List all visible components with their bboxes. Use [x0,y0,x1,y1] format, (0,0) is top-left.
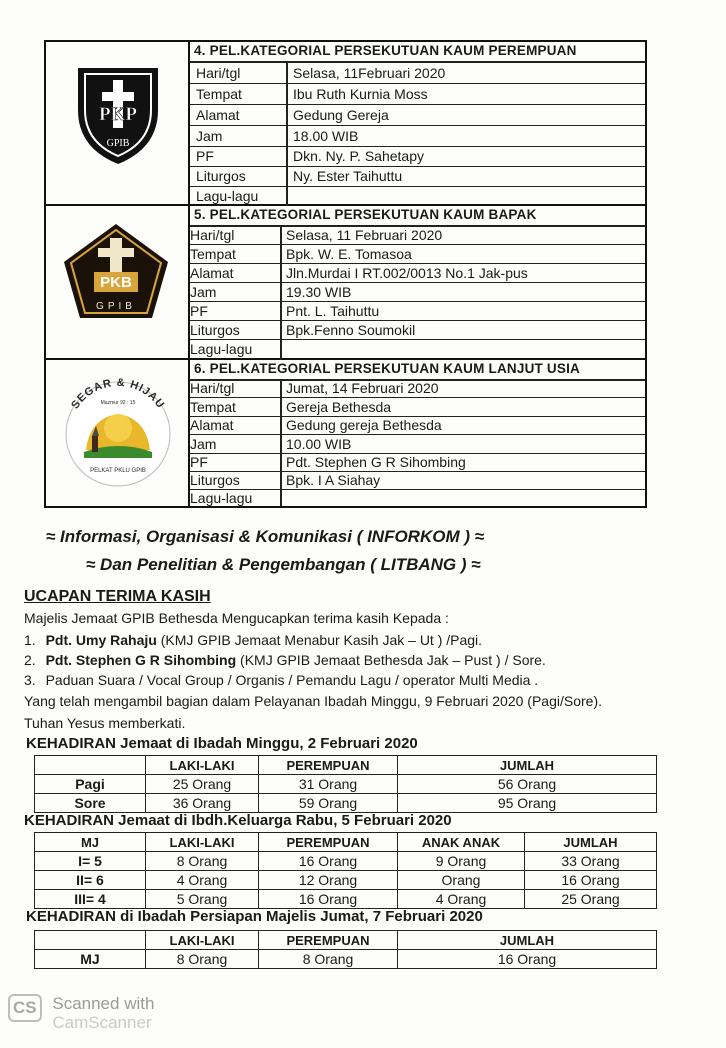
table-row [35,871,657,890]
header-cell [35,756,146,775]
row-label: Liturgos [190,322,240,338]
logo-cell-pkp [46,42,190,204]
header-cell: LAKI-LAKI [146,756,259,775]
table-cell: 25 Orang [525,890,657,909]
header-cell: MJ [35,833,146,852]
row-label-cell: MJ [35,950,146,969]
table-cell: 56 Orang [398,775,657,794]
row-label: Hari/tgl [190,227,235,243]
thanks-blessing: Tuhan Yesus memberkati. [24,715,186,731]
table-header-row [35,833,657,852]
item-detail: Paduan Suara / Vocal Group / Organis / Pemandu Lagu / operator Multi Media . [45,672,539,688]
item-detail: (KMJ GPIB Jemaat Menabur Kasih Jak – Ut ) /Pagi. [156,632,483,648]
table-cell: 4 Orang [398,890,525,909]
row-label: Tempat [196,86,242,102]
watermark-line1: Scanned with [52,994,155,1013]
table-cell: Orang [398,871,525,890]
table-cell: 8 Orang [146,852,259,871]
section-pkp [46,42,645,206]
attendance-title: KEHADIRAN di Ibadah Persiapan Majelis Jumat, 7 Februari 2020 [26,908,483,925]
row-label: Jam [190,436,217,452]
section-pklu [46,360,645,506]
attendance-table-sunday [34,755,657,813]
thanks-item [24,652,546,668]
row-label-cell: II= 6 [35,871,146,890]
table-cell: 25 Orang [146,775,259,794]
item-number: 3. [24,672,36,688]
item-name: Pdt. Umy Rahaju [45,632,157,648]
table-row [35,950,657,969]
row-label: Jam [196,128,223,144]
row-label: Lagu-lagu [190,341,253,357]
svg-text:GPIB: GPIB [96,301,136,312]
row-label: Alamat [190,417,234,433]
row-value: Bpk. I A Siahay [286,472,381,488]
row-label: PF [190,303,208,319]
attendance-table-wednesday [34,832,657,909]
thanks-closing: Yang telah mengambil bagian dalam Pelayanan Ibadah Minggu, 9 Februari 2020 (Pagi/Sore). [24,693,602,709]
row-value: 19.30 WIB [286,284,352,300]
header-cell: LAKI-LAKI [146,931,259,950]
table-cell: 36 Orang [146,794,259,813]
thanks-item [24,632,482,648]
header-cell: LAKI-LAKI [146,833,259,852]
header-cell: JUMLAH [398,756,657,775]
logo-cell-pkb [46,206,190,358]
row-value: Selasa, 11 Februari 2020 [286,227,443,243]
item-number: 1. [24,632,36,648]
pkb-gpib-logo-icon [60,220,172,322]
row-value: Bpk.Fenno Soumokil [286,322,416,338]
table-row [35,775,657,794]
table-cell: 8 Orang [259,950,398,969]
pklu-segar-hijau-logo-icon [56,372,180,492]
table-cell: 16 Orang [525,871,657,890]
camscanner-watermark [8,994,154,1033]
svg-text:PKB: PKB [100,274,132,291]
logo-cell-pklu [46,360,190,506]
row-value: Pdt. Stephen G R Sihombing [286,454,466,470]
table-row [35,890,657,909]
table-cell: 16 Orang [398,950,657,969]
header-cell [35,931,146,950]
section-title: 5. PEL.KATEGORIAL PERSEKUTUAN KAUM BAPAK [194,207,537,222]
table-cell: 33 Orang [525,852,657,871]
table-cell: 16 Orang [259,890,398,909]
header-cell: PEREMPUAN [259,756,398,775]
litbang-heading: ≈ Dan Penelitian & Pengembangan ( LITBANG ) ≈ [86,555,481,574]
item-number: 2. [24,652,36,668]
row-label: Liturgos [190,472,240,488]
row-value: Gedung gereja Bethesda [286,417,442,433]
table-row [35,852,657,871]
table-cell: 8 Orang [146,950,259,969]
svg-text:GPIB: GPIB [106,138,130,149]
row-value: Bpk. W. E. Tomasoa [286,246,412,262]
pkp-gpib-logo-icon [68,60,168,170]
thanks-item [24,672,538,688]
row-label: Lagu-lagu [196,188,259,204]
row-value: 18.00 WIB [293,128,359,144]
row-label-cell: I= 5 [35,852,146,871]
table-cell: 59 Orang [259,794,398,813]
row-value: Pnt. L. Taihuttu [286,303,380,319]
section-title: 6. PEL.KATEGORIAL PERSEKUTUAN KAUM LANJUT USIA [194,361,580,376]
row-value: 10.00 WIB [286,436,352,452]
item-name: Pdt. Stephen G R Sihombing [45,652,237,668]
attendance-title: KEHADIRAN Jemaat di Ibdh.Keluarga Rabu, 5 Februari 2020 [24,812,452,829]
item-detail: (KMJ GPIB Jemaat Bethesda Jak – Pust ) / Sore. [236,652,546,668]
table-row [35,794,657,813]
watermark-line2: CamScanner [52,1013,152,1032]
header-cell: PEREMPUAN [259,931,398,950]
attendance-table-friday [34,930,657,969]
pelkat-schedule-box [44,40,647,508]
row-label: PF [190,454,208,470]
row-value: Jumat, 14 Februari 2020 [286,380,439,396]
row-label-cell: Pagi [35,775,146,794]
svg-text:PKP: PKP [99,104,137,125]
row-label: PF [196,148,214,164]
table-cell: 9 Orang [398,852,525,871]
section-pkb [46,206,645,360]
row-value: Ny. Ester Taihuttu [293,168,403,184]
svg-text:SEGAR & HIJAU: SEGAR & HIJAU [69,376,167,412]
camscanner-badge-icon: CS [8,994,42,1022]
row-label: Tempat [190,399,236,415]
table-cell: 95 Orang [398,794,657,813]
thanks-heading: UCAPAN TERIMA KASIH [24,588,211,605]
table-cell: 12 Orang [259,871,398,890]
table-cell: 16 Orang [259,852,398,871]
header-cell: PEREMPUAN [259,833,398,852]
svg-text:PELKAT PKLU GPIB: PELKAT PKLU GPIB [90,468,146,474]
row-label: Alamat [196,107,240,123]
table-cell: 4 Orang [146,871,259,890]
row-label-cell: Sore [35,794,146,813]
row-label: Hari/tgl [196,65,241,81]
row-value: Selasa, 11Februari 2020 [293,65,446,81]
header-cell: JUMLAH [398,931,657,950]
section-title: 4. PEL.KATEGORIAL PERSEKUTUAN KAUM PEREMPUAN [194,43,577,58]
row-label: Lagu-lagu [190,490,253,506]
table-header-row [35,931,657,950]
attendance-title: KEHADIRAN Jemaat di Ibadah Minggu, 2 Februari 2020 [26,735,418,752]
table-cell: 31 Orang [259,775,398,794]
table-header-row [35,756,657,775]
table-cell: 5 Orang [146,890,259,909]
header-cell: ANAK ANAK [398,833,525,852]
thanks-intro: Majelis Jemaat GPIB Bethesda Mengucapkan terima kasih Kepada : [24,610,449,626]
row-label: Jam [190,284,217,300]
header-cell: JUMLAH [525,833,657,852]
row-label-cell: III= 4 [35,890,146,909]
row-label: Liturgos [196,168,246,184]
row-label: Hari/tgl [190,380,235,396]
row-value: Gedung Gereja [293,107,389,123]
row-value: Jln.Murdai I RT.002/0013 No.1 Jak-pus [286,265,528,281]
row-value: Dkn. Ny. P. Sahetapy [293,148,424,164]
row-label: Alamat [190,265,234,281]
row-value: Ibu Ruth Kurnia Moss [293,86,428,102]
row-value: Gereja Bethesda [286,399,392,415]
row-label: Tempat [190,246,236,262]
inforkom-heading: ≈ Informasi, Organisasi & Komunikasi ( INFORKOM ) ≈ [46,527,485,546]
svg-text:Mazmur 92 : 15: Mazmur 92 : 15 [100,400,136,406]
